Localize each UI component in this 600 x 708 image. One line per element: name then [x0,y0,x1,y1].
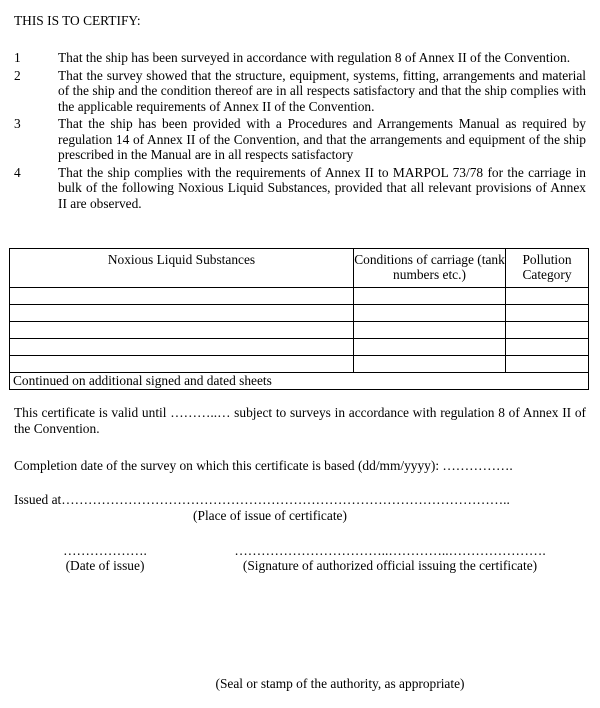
header-substances: Noxious Liquid Substances [10,249,354,288]
issued-at-line: Issued at……………………………………………………………………………………….. [14,492,510,507]
seal-caption: (Seal or stamp of the authority, as appropriate) [215,676,465,691]
certification-items [14,50,586,213]
table-cell[interactable] [354,322,506,339]
signature-caption: (Signature of authorized official issuing the certificate) [242,558,538,573]
table-cell[interactable] [10,305,354,322]
date-of-issue-caption: (Date of issue) [65,558,145,573]
item-text: That the ship has been surveyed in accordance with regulation 8 of Annex II of the Convention. [58,50,571,65]
table-cell[interactable] [354,288,506,305]
table-cell[interactable] [354,356,506,373]
place-of-issue-caption: (Place of issue of certificate) [193,508,347,523]
completion-date-line: Completion date of the survey on which this certificate is based (dd/mm/yyyy): ……………. [14,458,513,473]
table-row [10,356,589,373]
date-of-issue-dots: ………………. [63,543,147,558]
table-cell[interactable] [354,339,506,356]
table-cell[interactable] [10,322,354,339]
table-header-row [10,249,589,288]
header-conditions: Conditions of carriage (tank numbers etc.) [354,249,506,288]
table-cell[interactable] [506,339,589,356]
table-row [10,339,589,356]
table-cell[interactable] [506,356,589,373]
item-text: That the survey showed that the structure, equipment, systems, fitting, arrangements and material of the ship and the condition thereof are in all respects satisfactory and that the ship complies with the applicable requirements of Annex II of the Convention. [58,67,586,114]
table-cell[interactable] [10,288,354,305]
item-number: 2 [14,67,21,83]
item-number: 3 [14,116,21,131]
table-row [10,305,589,322]
item-number: 1 [14,50,21,65]
signature-dots: ……………………………..…………..…………………. [234,543,546,558]
certification-item [14,165,586,212]
table-row [10,288,589,305]
certification-item [14,50,586,66]
certification-item [14,68,586,115]
certification-item [14,116,586,163]
table-cell[interactable] [506,322,589,339]
validity-statement: This certificate is valid until ………..… subject to surveys in accordance with regulation 8 of Annex II of the Convention. [14,405,586,436]
item-text: That the ship has been provided with a Procedures and Arrangements Manual as required by regulation 14 of Annex II of the Convention, and that the arrangements and equipment of the ship prescribed in the Manual are in all respects satisfactory [58,116,586,162]
table-cell[interactable] [10,356,354,373]
table-cell[interactable] [506,288,589,305]
table-cell[interactable] [10,339,354,356]
table-row [10,322,589,339]
certify-heading: THIS IS TO CERTIFY: [14,13,141,28]
table-footer-row [10,373,589,390]
table-cell[interactable] [506,305,589,322]
item-number: 4 [14,164,21,180]
header-pollution-category: Pollution Category [506,249,589,288]
noxious-substances-table [9,248,589,390]
item-text: That the ship complies with the requirements of Annex II to MARPOL 73/78 for the carriage in bulk of the following Noxious Liquid Substances, provided that all relevant provisions of Annex II are observed. [58,164,586,211]
table-cell[interactable] [354,305,506,322]
table-footer-note: Continued on additional signed and dated sheets [10,373,589,390]
